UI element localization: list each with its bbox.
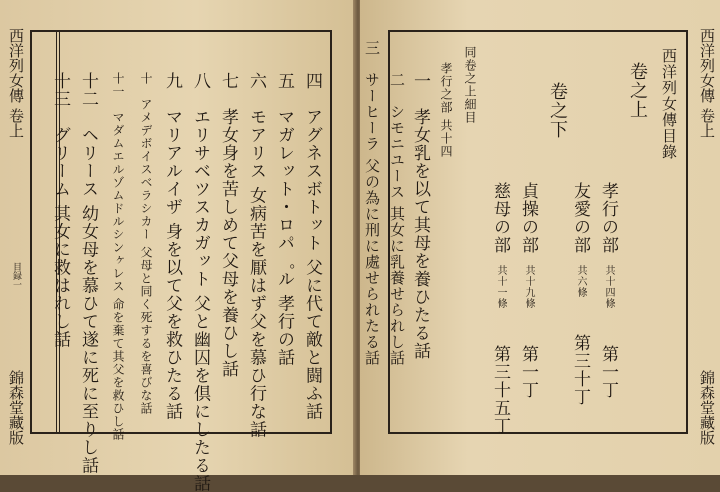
entry-9: 九 マリアルイザ 身を以て父を救ひたる話 (162, 72, 182, 421)
contents-heading: 西洋列女傳目錄 (660, 48, 678, 160)
entry-6: 六 モアリス 女病苦を厭はず父を慕ひ行な話 (246, 72, 266, 439)
detail-entry-2: 二 シモニユース 其女に乳養せられし話 (388, 72, 406, 366)
volume-upper-label: 卷之上 (627, 62, 648, 119)
left-margin-folio: 目録一 (11, 262, 21, 289)
volume-lower-label: 卷之下 (547, 82, 568, 139)
right-contents-frame (388, 30, 688, 434)
detail-section-label: 孝行之部 共十四 (439, 62, 453, 158)
entry-4: 四 アグネスボトット 父に代て敵と闘ふ話 (302, 72, 322, 421)
left-page (0, 0, 357, 492)
left-margin-publisher: 錦森堂藏版 (7, 370, 25, 445)
left-entries-frame (30, 30, 332, 492)
entry-13: 十三 グリーム 其女に救はれし話 (50, 72, 70, 349)
entry-11: 十一 マダムエルゾムドルシンヶレス 命を棄て其父を救ひし話 (111, 72, 125, 441)
left-margin-title: 西洋列女傳 卷上 (7, 28, 25, 138)
entry-8: 八 エリサベツスカガット 父と幽囚を倶にしたる話 (190, 72, 210, 492)
detail-entry-1: 一 孝女乳を以て其母を養ひたる話 (410, 72, 430, 360)
right-page (360, 0, 720, 475)
right-margin-title: 西洋列女傳 卷上 (698, 28, 716, 138)
detail-heading: 同卷之上細目 (463, 46, 477, 124)
entry-10: 十 アメデボイスベラシカー 父母と同く死するを喜びな話 (139, 72, 153, 415)
entry-5: 五 マガレット・ロパ゜ル 孝行の話 (274, 72, 294, 367)
right-margin-publisher: 錦森堂藏版 (698, 370, 716, 445)
lower-section-1: 貞操の部 共十九條 第一丁 (518, 182, 538, 399)
upper-section-1: 孝行の部 共十四條 第一丁 (598, 182, 618, 399)
detail-entry-3: 三 サーヒーラ 父の為に刑に處せられたる話 (363, 40, 381, 366)
entry-12: 十二 ヘリース 幼女母を慕ひて遂に死に至りし話 (78, 72, 98, 475)
upper-section-2: 友愛の部 共六條 第三十丁 (570, 182, 590, 406)
lower-section-2: 慈母の部 共十一條 第三十五丁 (490, 182, 510, 435)
entry-7: 七 孝女身を苦しめて父母を養ひし話 (218, 72, 238, 378)
